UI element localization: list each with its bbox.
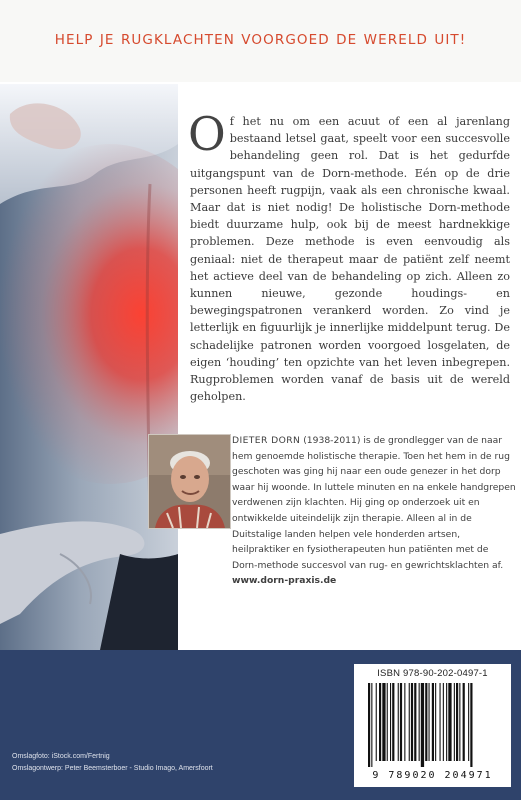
author-bio: [232, 433, 516, 589]
author-name: DIETER DORN: [232, 435, 301, 446]
barcode-bar: [376, 683, 377, 761]
barcode-bar: [429, 683, 430, 761]
design-credit: Omslagontwerp: Peter Beemsterboer - Studio Imago, Amersfoort: [12, 765, 213, 772]
barcode-bar: [425, 683, 427, 761]
photo-credit: Omslagfoto: iStock.com/Fertnig: [12, 753, 110, 760]
barcode-bar: [435, 683, 436, 761]
barcode-bar: [392, 683, 394, 761]
barcode-bar: [409, 683, 410, 761]
isbn-label: ISBN 978-90-202-0497-1: [377, 668, 488, 679]
barcode-bar: [470, 683, 472, 767]
barcode-bar: [404, 683, 405, 761]
barcode-bar: [390, 683, 391, 761]
barcode-bar: [368, 683, 370, 767]
isbn-barcode: [364, 683, 502, 769]
back-pain-photo: [0, 84, 178, 650]
barcode-bar: [421, 683, 424, 767]
barcode-bar: [387, 683, 388, 761]
cover-credits: [12, 751, 312, 775]
barcode-bar: [411, 683, 413, 761]
author-portrait-illustration: [149, 435, 230, 528]
barcode-bar: [443, 683, 444, 761]
barcode-bar: [432, 683, 434, 761]
blurb-paragraph: [188, 107, 510, 405]
barcode-bar: [463, 683, 465, 761]
barcode-bar: [440, 683, 441, 761]
author-website-link[interactable]: www.dorn-praxis.de: [232, 575, 337, 587]
barcode-bar: [414, 683, 416, 761]
pain-glow: [0, 144, 178, 484]
barcode-bar: [398, 683, 399, 761]
blurb-dropcap: O: [188, 107, 226, 161]
barcode-bar: [400, 683, 402, 761]
back-pain-photo-illustration: [0, 84, 178, 650]
barcode-bar: [371, 683, 372, 767]
barcode-bar: [446, 683, 447, 761]
barcode-bar: [454, 683, 455, 761]
barcode-bar: [459, 683, 460, 761]
barcode-bar: [382, 683, 385, 761]
barcode-digits: 9 789020 204971: [372, 770, 493, 781]
barcode-bar: [468, 683, 469, 761]
barcode-bar: [448, 683, 451, 761]
author-portrait: [148, 434, 231, 529]
barcode-bar: [456, 683, 458, 761]
cover-headline: HELP JE RUGKLACHTEN VOORGOED DE WERELD UIT!: [54, 32, 467, 48]
barcode-bar: [419, 683, 420, 761]
blurb-text: f het nu om een acuut of een al jarenlang bestaand letsel gaat, speelt voor een succesvolle behandeling geen rol. Dat is het gedurfde uitgangspunt van de Dorn-methode. Eén op de drie personen heeft rugpijn, vaak als een chronische kwaal. Maar dat is niet nodig! De holistische Dorn-methode biedt duurzame hulp, ook bij de meest hardnekkige problemen. Deze methode is even eenvoudig als geniaal: niet de therapeut maar de patiënt zelf neemt het actieve deel van de behandeling op zich. Alleen zo kunnen nieuwe, gezonde houdings- en bewegingspatronen verankerd worden. Zo vind je letterlijk en figuurlijk je innerlijke middelpunt terug. De schadelijke patronen worden voorgoed losgelaten, de eigen ‘houding’ ten opzichte van het leven inbegrepen. Rugproblemen worden vanaf de basis uit de wereld geholpen.: [190, 115, 510, 404]
barcode-bar: [379, 683, 381, 761]
author-bio-text: (1938-2011) is de grondlegger van de naar hem genoemde holistische therapie. Toen het hem in de rug geschoten was ging hij naar een oude genezer in het dorp waar hij woonde. In luttele minuten en na enkele handgrepen verdwenen zijn klachten. Hij ging op onderzoek uit en ontwikkelde uiteindelijk zijn therapie. Alleen al in de Duitstalige landen helpen vele honderden artsen, heilpraktiker en fysiotherapeuten hun patiënten met de Dorn-methode succesvol van rug- en gewrichtsklachten af.: [232, 435, 516, 571]
